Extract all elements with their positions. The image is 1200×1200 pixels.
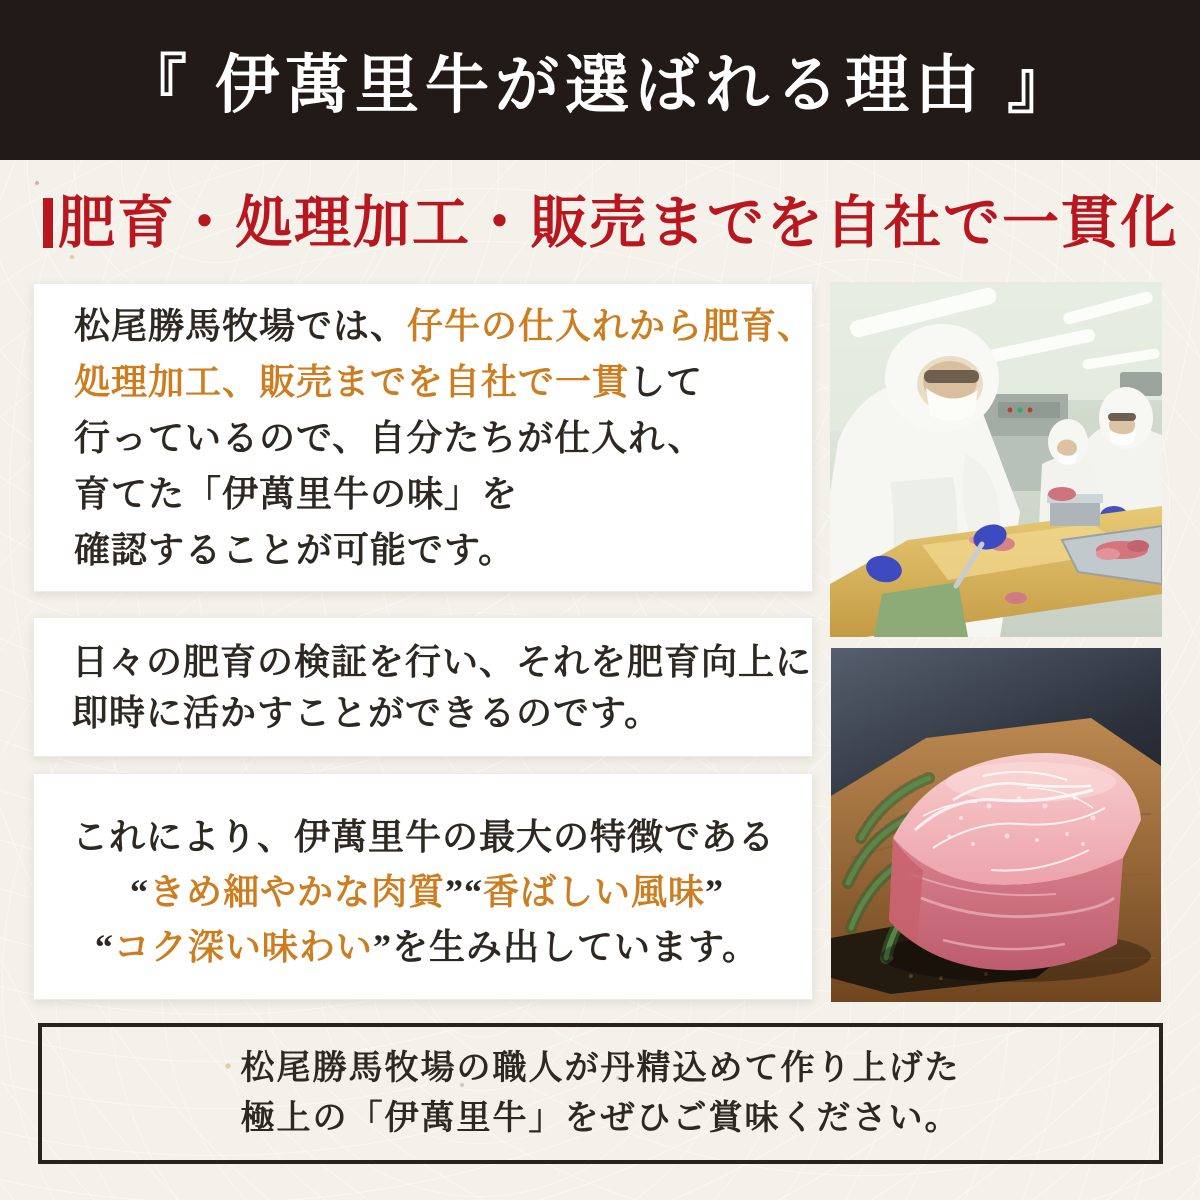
- feature-text-box: [33, 773, 813, 1000]
- text-segment: 育てた「伊萬里牛の味」を: [74, 474, 519, 514]
- banner-title: 『 伊萬里牛が選ばれる理由 』: [123, 50, 1077, 121]
- text-segment: 松尾勝馬牧場では、: [74, 306, 408, 346]
- verification-text-box: [33, 617, 813, 757]
- text-segment: 確認することが可能です。: [74, 530, 516, 570]
- text-segment: 即時に活かすことができるのです。: [72, 693, 662, 733]
- text-line: [74, 466, 774, 522]
- text-line: [72, 637, 813, 688]
- wagyu-beef-photo: [831, 648, 1161, 1002]
- highlighted-text-segment: 処理加工、販売までを自社で一貫: [74, 362, 630, 402]
- text-line: [42, 1044, 1159, 1094]
- intro-text-box: [33, 283, 813, 592]
- section-heading-text: 肥育・処理加工・販売までを自社で一貫化: [58, 191, 1179, 255]
- highlighted-text-segment: きめ細やかな肉質: [148, 872, 445, 912]
- text-line: [72, 810, 782, 865]
- text-line: [74, 354, 774, 410]
- text-segment: 極上の「伊萬里牛」をぜひご賞味ください。: [240, 1100, 961, 1137]
- text-segment: 行っているので、自分たちが仕入れ、: [74, 418, 705, 458]
- section-heading: [43, 192, 1193, 254]
- highlighted-text-segment: 仔牛の仕入れから肥育、: [407, 306, 815, 346]
- text-segment: “: [94, 927, 114, 967]
- footer-note-box: [38, 1023, 1163, 1164]
- text-line: [74, 298, 815, 354]
- text-segment: ”: [705, 872, 725, 912]
- text-segment: 松尾勝馬牧場の職人が丹精込めて作り上げた: [240, 1050, 961, 1087]
- brand-banner: [0, 0, 1200, 160]
- text-line: [72, 688, 774, 739]
- text-segment: ”“: [445, 872, 483, 912]
- text-segment: “: [129, 872, 149, 912]
- text-line: [74, 410, 774, 466]
- text-segment: して: [629, 362, 704, 402]
- highlighted-text-segment: コク深い味わい: [113, 927, 373, 967]
- text-line: [74, 522, 774, 578]
- text-segment: ”を生み出しています。: [372, 927, 760, 967]
- text-segment: これにより、伊萬里牛の最大の特徴である: [72, 817, 776, 857]
- heading-accent-bar: [43, 198, 53, 248]
- text-line: [72, 865, 782, 920]
- meat-processing-photo: [830, 282, 1162, 637]
- text-line: [72, 920, 782, 975]
- highlighted-text-segment: 香ばしい風味: [483, 872, 706, 912]
- text-segment: 日々の肥育の検証を行い、それを肥育向上に: [72, 642, 813, 682]
- text-line: [42, 1094, 1159, 1144]
